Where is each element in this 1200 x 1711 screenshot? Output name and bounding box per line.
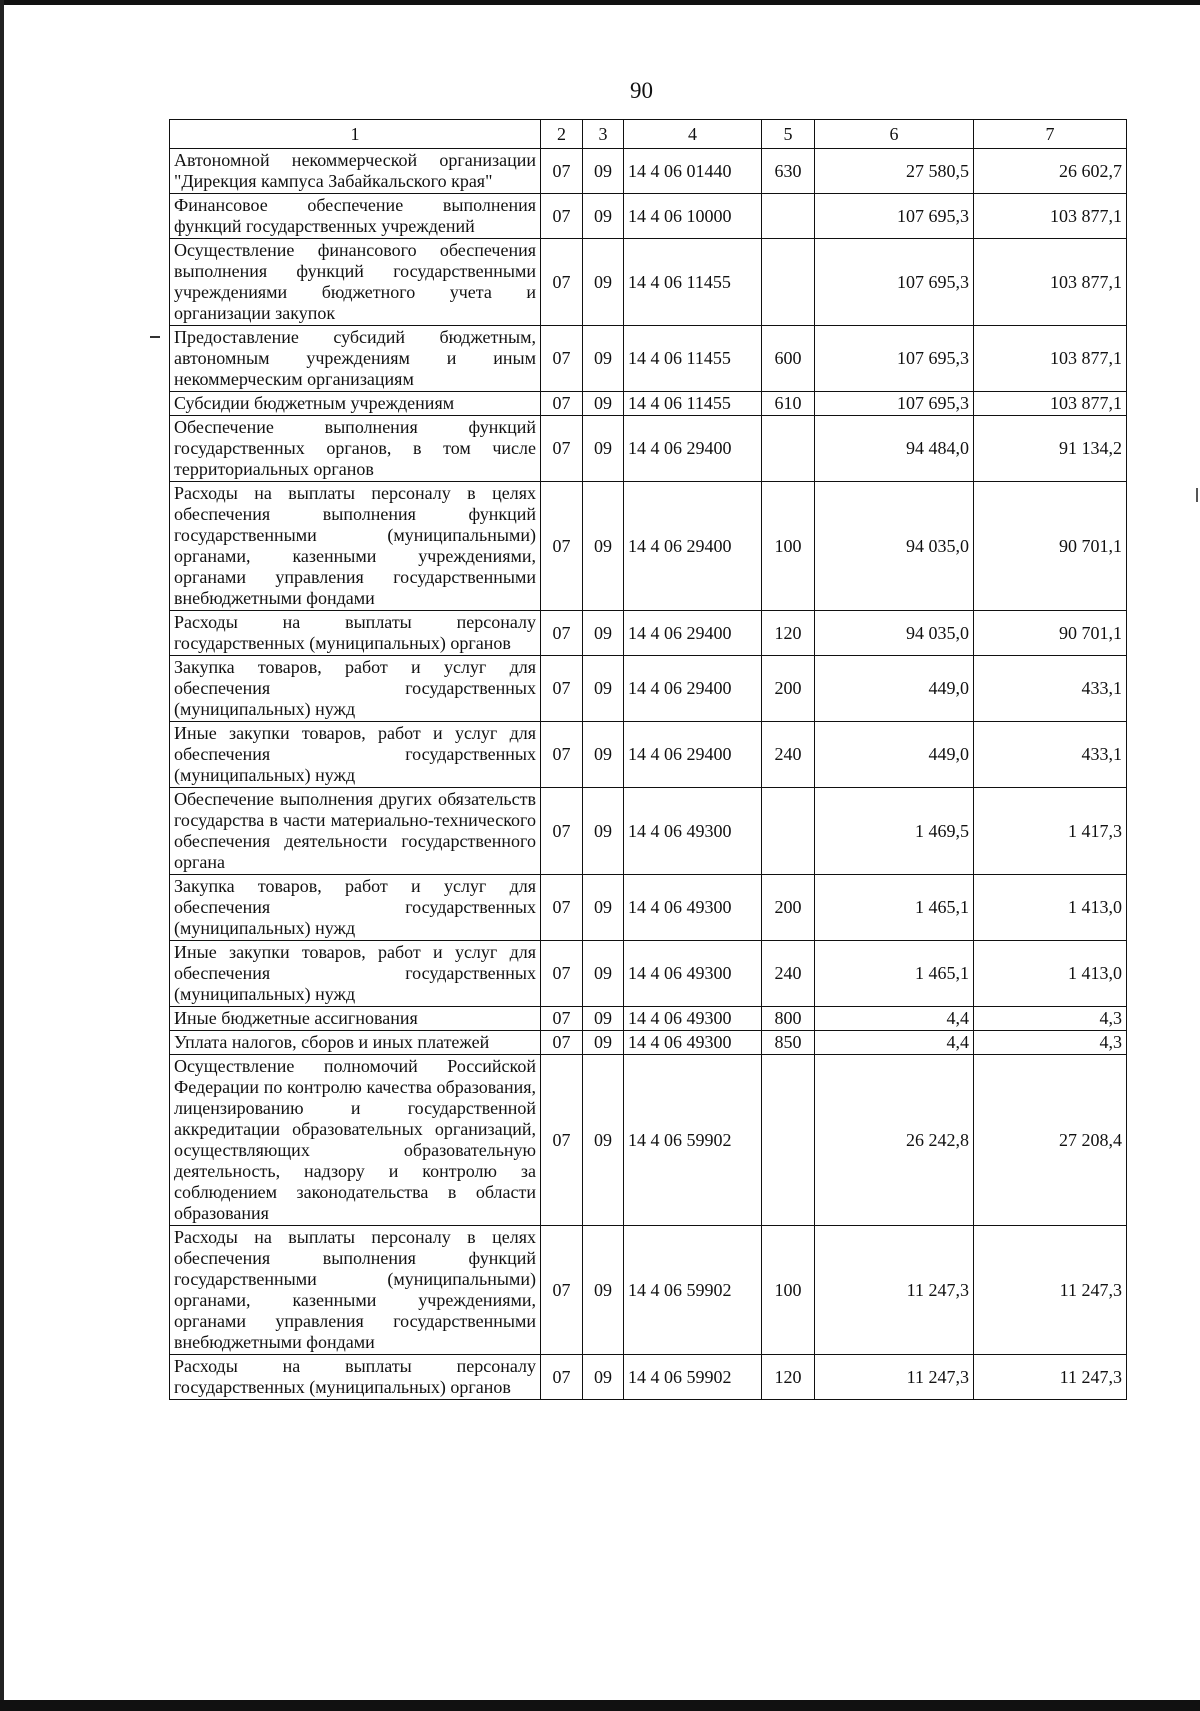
table-row (170, 149, 1127, 194)
section-code-cell: 07 (541, 656, 583, 722)
expense-type-cell (762, 416, 815, 482)
subsection-code-cell: 09 (583, 722, 624, 788)
row-name-cell: Осуществление финансового обеспечения выполнения функций государственными учреждениями бюджетного учета и организации закупок (170, 239, 541, 326)
row-name-cell: Закупка товаров, работ и услуг для обеспечения государственных (муниципальных) нужд (170, 656, 541, 722)
table-row (170, 788, 1127, 875)
amount-year1-cell: 94 035,0 (815, 482, 974, 611)
amount-year1-cell: 11 247,3 (815, 1355, 974, 1400)
row-name-cell: Иные закупки товаров, работ и услуг для обеспечения государственных (муниципальных) нужд (170, 941, 541, 1007)
table-body (170, 149, 1127, 1400)
row-name-cell: Расходы на выплаты персоналу в целях обеспечения выполнения функций государственными (муниципальными) органами, казенными учреждениями, органами управления государственными внебюджетными фондами (170, 1226, 541, 1355)
table-row (170, 1055, 1127, 1226)
subsection-code-cell: 09 (583, 941, 624, 1007)
subsection-code-cell: 09 (583, 194, 624, 239)
target-article-cell: 14 4 06 49300 (624, 1007, 762, 1031)
amount-year1-cell: 107 695,3 (815, 392, 974, 416)
amount-year2-cell: 4,3 (974, 1031, 1127, 1055)
column-header: 2 (541, 120, 583, 149)
section-code-cell: 07 (541, 149, 583, 194)
amount-year1-cell: 449,0 (815, 722, 974, 788)
section-code-cell: 07 (541, 1355, 583, 1400)
budget-table (169, 119, 1127, 1400)
table-row (170, 656, 1127, 722)
expense-type-cell: 600 (762, 326, 815, 392)
amount-year2-cell: 433,1 (974, 656, 1127, 722)
section-code-cell: 07 (541, 392, 583, 416)
table-row (170, 1226, 1127, 1355)
section-code-cell: 07 (541, 611, 583, 656)
table-row (170, 239, 1127, 326)
row-name-cell: Финансовое обеспечение выполнения функций государственных учреждений (170, 194, 541, 239)
amount-year2-cell: 433,1 (974, 722, 1127, 788)
section-code-cell: 07 (541, 482, 583, 611)
column-header: 7 (974, 120, 1127, 149)
expense-type-cell: 850 (762, 1031, 815, 1055)
subsection-code-cell: 09 (583, 788, 624, 875)
section-code-cell: 07 (541, 1007, 583, 1031)
row-name-cell: Иные бюджетные ассигнования (170, 1007, 541, 1031)
amount-year1-cell: 107 695,3 (815, 194, 974, 239)
row-name-cell: Осуществление полномочий Российской Федерации по контролю качества образования, лицензированию и государственной аккредитации образовательных организаций, осуществляющих образовательную деятельность, надзору и контролю за соблюдением законодательства в области образования (170, 1055, 541, 1226)
expense-type-cell (762, 1055, 815, 1226)
target-article-cell: 14 4 06 29400 (624, 722, 762, 788)
section-code-cell: 07 (541, 194, 583, 239)
target-article-cell: 14 4 06 01440 (624, 149, 762, 194)
table-row (170, 611, 1127, 656)
target-article-cell: 14 4 06 29400 (624, 656, 762, 722)
amount-year2-cell: 1 417,3 (974, 788, 1127, 875)
row-name-cell: Обеспечение выполнения функций государственных органов, в том числе территориальных органов (170, 416, 541, 482)
amount-year1-cell: 94 035,0 (815, 611, 974, 656)
subsection-code-cell: 09 (583, 149, 624, 194)
subsection-code-cell: 09 (583, 611, 624, 656)
target-article-cell: 14 4 06 59902 (624, 1226, 762, 1355)
section-code-cell: 07 (541, 326, 583, 392)
table-row (170, 326, 1127, 392)
subsection-code-cell: 09 (583, 1031, 624, 1055)
target-article-cell: 14 4 06 11455 (624, 326, 762, 392)
amount-year1-cell: 107 695,3 (815, 326, 974, 392)
section-code-cell: 07 (541, 722, 583, 788)
expense-type-cell (762, 239, 815, 326)
section-code-cell: 07 (541, 1226, 583, 1355)
amount-year1-cell: 1 469,5 (815, 788, 974, 875)
row-name-cell: Уплата налогов, сборов и иных платежей (170, 1031, 541, 1055)
section-code-cell: 07 (541, 239, 583, 326)
expense-type-cell: 100 (762, 482, 815, 611)
amount-year2-cell: 4,3 (974, 1007, 1127, 1031)
section-code-cell: 07 (541, 416, 583, 482)
subsection-code-cell: 09 (583, 656, 624, 722)
margin-tick-mark (1196, 488, 1198, 502)
row-name-cell: Автономной некоммерческой организации "Дирекция кампуса Забайкальского края" (170, 149, 541, 194)
amount-year1-cell: 4,4 (815, 1007, 974, 1031)
target-article-cell: 14 4 06 49300 (624, 788, 762, 875)
expense-type-cell: 630 (762, 149, 815, 194)
expense-type-cell: 800 (762, 1007, 815, 1031)
margin-dash-mark (150, 336, 160, 338)
target-article-cell: 14 4 06 29400 (624, 611, 762, 656)
row-name-cell: Субсидии бюджетным учреждениям (170, 392, 541, 416)
scan-edge-left (0, 0, 4, 1711)
table-row (170, 1031, 1127, 1055)
table-row (170, 941, 1127, 1007)
table-row (170, 392, 1127, 416)
amount-year2-cell: 27 208,4 (974, 1055, 1127, 1226)
expense-type-cell: 240 (762, 722, 815, 788)
amount-year2-cell: 90 701,1 (974, 482, 1127, 611)
expense-type-cell: 100 (762, 1226, 815, 1355)
target-article-cell: 14 4 06 49300 (624, 1031, 762, 1055)
amount-year1-cell: 1 465,1 (815, 875, 974, 941)
page-number: 90 (630, 78, 653, 103)
amount-year1-cell: 26 242,8 (815, 1055, 974, 1226)
subsection-code-cell: 09 (583, 416, 624, 482)
table-row (170, 1355, 1127, 1400)
subsection-code-cell: 09 (583, 1226, 624, 1355)
subsection-code-cell: 09 (583, 875, 624, 941)
amount-year2-cell: 1 413,0 (974, 941, 1127, 1007)
row-name-cell: Предоставление субсидий бюджетным, автономным учреждениям и иным некоммерческим организациям (170, 326, 541, 392)
target-article-cell: 14 4 06 11455 (624, 239, 762, 326)
amount-year2-cell: 90 701,1 (974, 611, 1127, 656)
amount-year2-cell: 11 247,3 (974, 1355, 1127, 1400)
expense-type-cell: 120 (762, 611, 815, 656)
row-name-cell: Расходы на выплаты персоналу государственных (муниципальных) органов (170, 611, 541, 656)
subsection-code-cell: 09 (583, 326, 624, 392)
table-row (170, 722, 1127, 788)
table-row (170, 194, 1127, 239)
target-article-cell: 14 4 06 29400 (624, 482, 762, 611)
row-name-cell: Иные закупки товаров, работ и услуг для обеспечения государственных (муниципальных) нужд (170, 722, 541, 788)
section-code-cell: 07 (541, 788, 583, 875)
column-header: 4 (624, 120, 762, 149)
subsection-code-cell: 09 (583, 392, 624, 416)
section-code-cell: 07 (541, 875, 583, 941)
target-article-cell: 14 4 06 29400 (624, 416, 762, 482)
column-header: 5 (762, 120, 815, 149)
expense-type-cell (762, 788, 815, 875)
expense-type-cell: 610 (762, 392, 815, 416)
row-name-cell: Обеспечение выполнения других обязательств государства в части материально-технического обеспечения деятельности государственного органа (170, 788, 541, 875)
scan-edge-top (0, 0, 1200, 5)
amount-year2-cell: 103 877,1 (974, 194, 1127, 239)
subsection-code-cell: 09 (583, 1055, 624, 1226)
amount-year1-cell: 1 465,1 (815, 941, 974, 1007)
subsection-code-cell: 09 (583, 482, 624, 611)
header-row (170, 120, 1127, 149)
amount-year1-cell: 4,4 (815, 1031, 974, 1055)
subsection-code-cell: 09 (583, 239, 624, 326)
expense-type-cell: 240 (762, 941, 815, 1007)
amount-year2-cell: 103 877,1 (974, 392, 1127, 416)
expense-type-cell: 120 (762, 1355, 815, 1400)
amount-year2-cell: 26 602,7 (974, 149, 1127, 194)
table-row (170, 875, 1127, 941)
subsection-code-cell: 09 (583, 1007, 624, 1031)
expense-type-cell: 200 (762, 875, 815, 941)
amount-year2-cell: 11 247,3 (974, 1226, 1127, 1355)
column-header: 6 (815, 120, 974, 149)
amount-year2-cell: 91 134,2 (974, 416, 1127, 482)
amount-year1-cell: 11 247,3 (815, 1226, 974, 1355)
scan-edge-bottom (0, 1700, 1200, 1711)
table-row (170, 482, 1127, 611)
target-article-cell: 14 4 06 59902 (624, 1055, 762, 1226)
expense-type-cell: 200 (762, 656, 815, 722)
target-article-cell: 14 4 06 49300 (624, 875, 762, 941)
row-name-cell: Расходы на выплаты персоналу в целях обеспечения выполнения функций государственными (муниципальными) органами, казенными учреждениями, органами управления государственными внебюджетными фондами (170, 482, 541, 611)
section-code-cell: 07 (541, 1031, 583, 1055)
target-article-cell: 14 4 06 11455 (624, 392, 762, 416)
amount-year1-cell: 449,0 (815, 656, 974, 722)
row-name-cell: Расходы на выплаты персоналу государственных (муниципальных) органов (170, 1355, 541, 1400)
expense-type-cell (762, 194, 815, 239)
subsection-code-cell: 09 (583, 1355, 624, 1400)
row-name-cell: Закупка товаров, работ и услуг для обеспечения государственных (муниципальных) нужд (170, 875, 541, 941)
target-article-cell: 14 4 06 49300 (624, 941, 762, 1007)
section-code-cell: 07 (541, 941, 583, 1007)
column-header: 1 (170, 120, 541, 149)
amount-year1-cell: 94 484,0 (815, 416, 974, 482)
table-row (170, 416, 1127, 482)
target-article-cell: 14 4 06 59902 (624, 1355, 762, 1400)
amount-year2-cell: 1 413,0 (974, 875, 1127, 941)
amount-year1-cell: 27 580,5 (815, 149, 974, 194)
column-header: 3 (583, 120, 624, 149)
target-article-cell: 14 4 06 10000 (624, 194, 762, 239)
section-code-cell: 07 (541, 1055, 583, 1226)
amount-year2-cell: 103 877,1 (974, 326, 1127, 392)
amount-year1-cell: 107 695,3 (815, 239, 974, 326)
amount-year2-cell: 103 877,1 (974, 239, 1127, 326)
table-row (170, 1007, 1127, 1031)
